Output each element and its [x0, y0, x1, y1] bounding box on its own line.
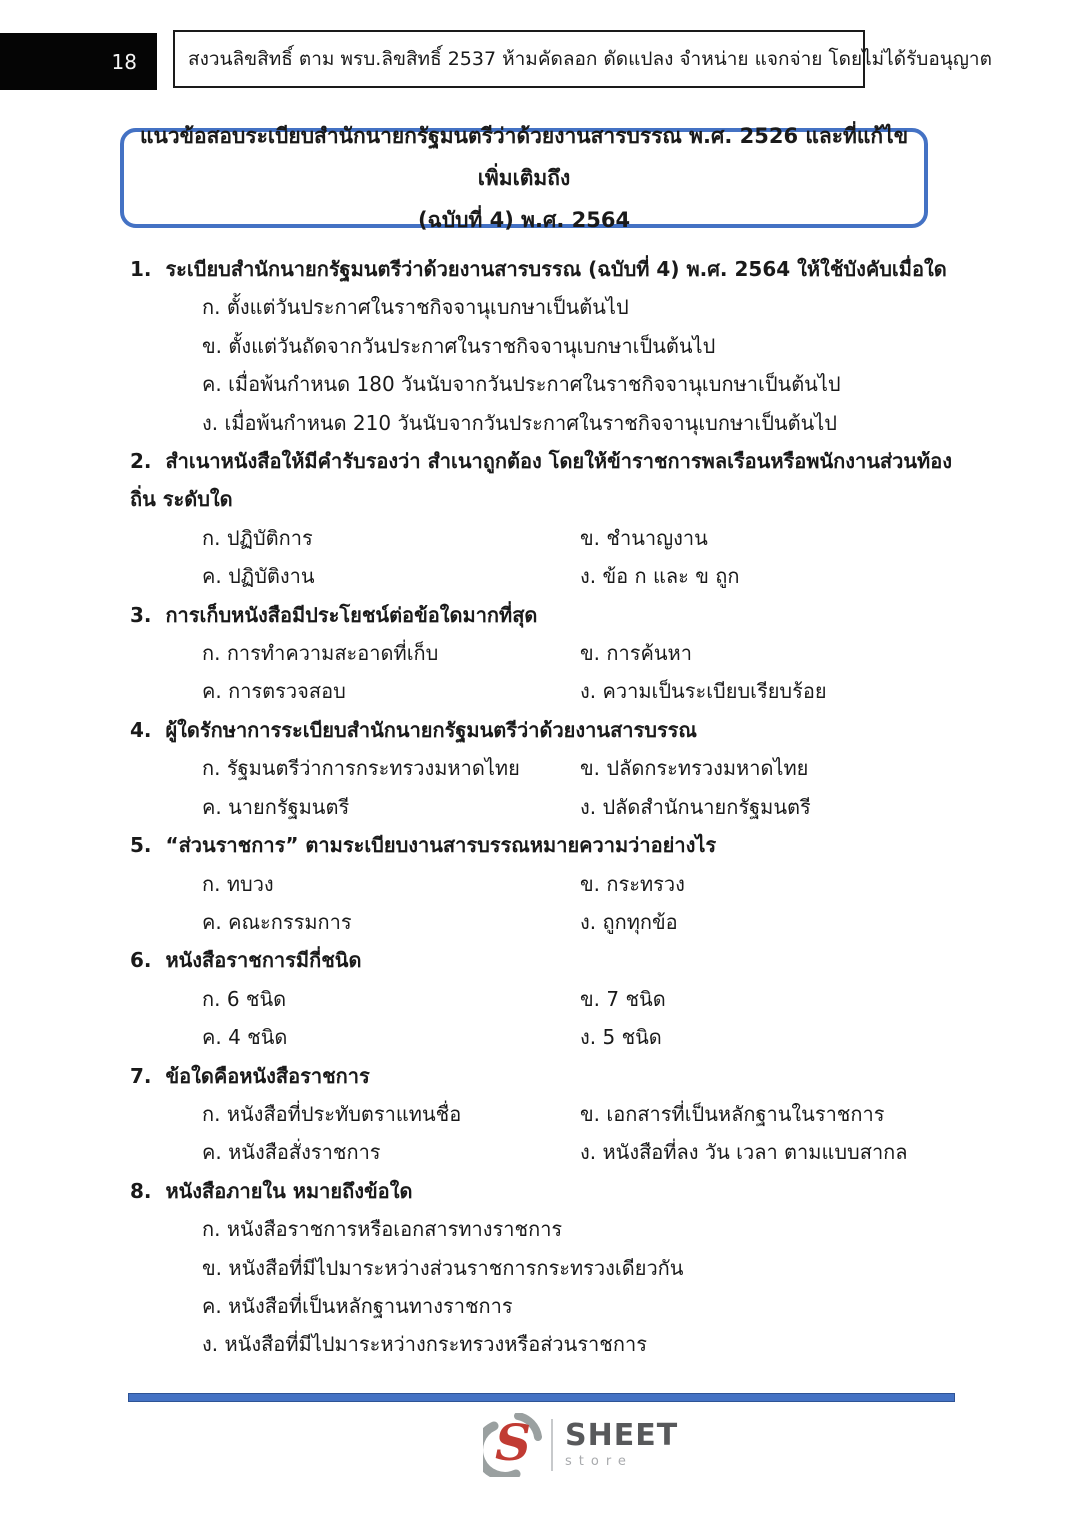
question-options — [130, 980, 975, 1057]
answer-option: ข. หนังสือที่มีไปมาระหว่างส่วนราชการกระทรวงเดียวกัน — [202, 1255, 684, 1280]
answer-option: ก. 6 ชนิด — [202, 986, 287, 1011]
copyright-notice: สงวนลิขสิทธิ์ ตาม พรบ.ลิขสิทธิ์ 2537 ห้ามคัดลอก ดัดแปลง จำหน่าย แจกจ่าย โดยไม่ได้รับอนุญาต — [188, 48, 992, 70]
questions-list — [130, 250, 975, 1364]
question — [130, 941, 975, 1056]
copyright-notice-box — [173, 30, 992, 88]
question-text: 1. ระเบียบสำนักนายกรัฐมนตรีว่าด้วยงานสารบรรณ (ฉบับที่ 4) พ.ศ. 2564 ให้ใช้บังคับเมื่อใด — [130, 257, 947, 281]
logo-name: SHEET — [565, 1417, 679, 1453]
answer-option: ข. ตั้งแต่วันถัดจากวันประกาศในราชกิจจานุเบกษาเป็นต้นไป — [202, 333, 716, 358]
logo-text-block — [565, 1417, 679, 1470]
answer-option: ง. 5 ชนิด — [580, 1025, 662, 1050]
logo-divider-line — [551, 1419, 553, 1471]
page-number-box — [0, 33, 157, 90]
question-text: 8. หนังสือภายใน หมายถึงข้อใด — [130, 1178, 413, 1203]
question — [130, 442, 975, 596]
question — [130, 250, 975, 442]
exam-title-line2: (ฉบับที่ 4) พ.ศ. 2564 — [417, 208, 631, 232]
answer-option: ง. ถูกทุกข้อ — [580, 909, 678, 934]
sheet-store-logo-icon — [483, 1413, 543, 1477]
answer-option: ข. ชำนาญงาน — [580, 525, 708, 550]
question-text: 2. สำเนาหนังสือให้มีคำรับรองว่า สำเนาถูกต้อง โดยให้ข้าราชการพลเรือนหรือพนักงานส่วนท้องถิ่น ระดับใด — [130, 449, 952, 512]
exam-title-box — [120, 124, 928, 232]
logo-subname: store — [565, 1453, 633, 1469]
answer-option: ก. หนังสือราชการหรือเอกสารทางราชการ — [202, 1217, 563, 1242]
question-text: 5. “ส่วนราชการ” ตามระเบียบงานสารบรรณหมายความว่าอย่างไร — [130, 833, 717, 858]
answer-option: ข. 7 ชนิด — [580, 986, 666, 1011]
answer-option: ข. เอกสารที่เป็นหลักฐานในราชการ — [580, 1101, 885, 1126]
question-options — [130, 288, 975, 442]
answer-option: ค. ปฏิบัติงาน — [202, 564, 315, 589]
answer-option: ค. เมื่อพ้นกำหนด 180 วันนับจากวันประกาศในราชกิจจานุเบกษาเป็นต้นไป — [202, 372, 841, 397]
answer-option: ข. กระทรวง — [580, 871, 685, 896]
question-options — [130, 865, 975, 942]
question — [130, 596, 975, 711]
answer-option: ข. ปลัดกระทรวงมหาดไทย — [580, 756, 809, 781]
question — [130, 1172, 975, 1364]
answer-option: ค. หนังสือที่เป็นหลักฐานทางราชการ — [202, 1293, 513, 1318]
exam-title-line1: แนวข้อสอบระเบียบสำนักนายกรัฐมนตรีว่าด้วยงานสารบรรณ พ.ศ. 2526 และที่แก้ไขเพิ่มเติมถึง — [139, 124, 909, 190]
answer-option: ง. เมื่อพ้นกำหนด 210 วันนับจากวันประกาศในราชกิจจานุเบกษาเป็นต้นไป — [202, 410, 837, 435]
answer-option: ก. ทบวง — [202, 871, 274, 896]
question-options — [130, 1210, 975, 1364]
question — [130, 826, 975, 941]
svg-text:S: S — [494, 1413, 532, 1472]
answer-option: ค. หนังสือสั่งราชการ — [202, 1140, 381, 1165]
question-text: 6. หนังสือราชการมีกี่ชนิด — [130, 948, 362, 973]
sheet-store-logo — [483, 1412, 678, 1478]
question-options — [130, 749, 975, 826]
answer-option: ก. หนังสือที่ประทับตราแทนชื่อ — [202, 1101, 462, 1126]
question-text: 7. ข้อใดคือหนังสือราชการ — [130, 1063, 370, 1088]
answer-option: ง. หนังสือที่มีไปมาระหว่างกระทรวงหรือส่วนราชการ — [202, 1332, 647, 1357]
answer-option: ง. ปลัดสำนักนายกรัฐมนตรี — [580, 794, 811, 819]
answer-option: ง. ความเป็นระเบียบเรียบร้อย — [580, 679, 827, 704]
question — [130, 1057, 975, 1172]
question-options — [130, 1095, 975, 1172]
answer-option: ง. หนังสือที่ลง วัน เวลา ตามแบบสากล — [580, 1140, 908, 1165]
question-text: 3. การเก็บหนังสือมีประโยชน์ต่อข้อใดมากที่สุด — [130, 602, 538, 627]
question-options — [130, 519, 975, 596]
question-text: 4. ผู้ใดรักษาการระเบียบสำนักนายกรัฐมนตรีว่าด้วยงานสารบรรณ — [130, 717, 697, 742]
page-number: 18 — [111, 49, 137, 74]
footer-divider — [128, 1393, 955, 1402]
question-options — [130, 634, 975, 711]
question — [130, 711, 975, 826]
answer-option: ก. รัฐมนตรีว่าการกระทรวงมหาดไทย — [202, 756, 520, 781]
answer-option: ก. การทำความสะอาดที่เก็บ — [202, 641, 439, 666]
answer-option: ค. คณะกรรมการ — [202, 909, 352, 934]
answer-option: ก. ปฏิบัติการ — [202, 525, 313, 550]
answer-option: ก. ตั้งแต่วันประกาศในราชกิจจานุเบกษาเป็นต้นไป — [202, 295, 629, 320]
answer-option: ค. นายกรัฐมนตรี — [202, 794, 350, 819]
answer-option: ค. การตรวจสอบ — [202, 679, 346, 704]
answer-option: ง. ข้อ ก และ ข ถูก — [580, 564, 740, 589]
answer-option: ค. 4 ชนิด — [202, 1025, 288, 1050]
answer-option: ข. การค้นหา — [580, 641, 692, 666]
